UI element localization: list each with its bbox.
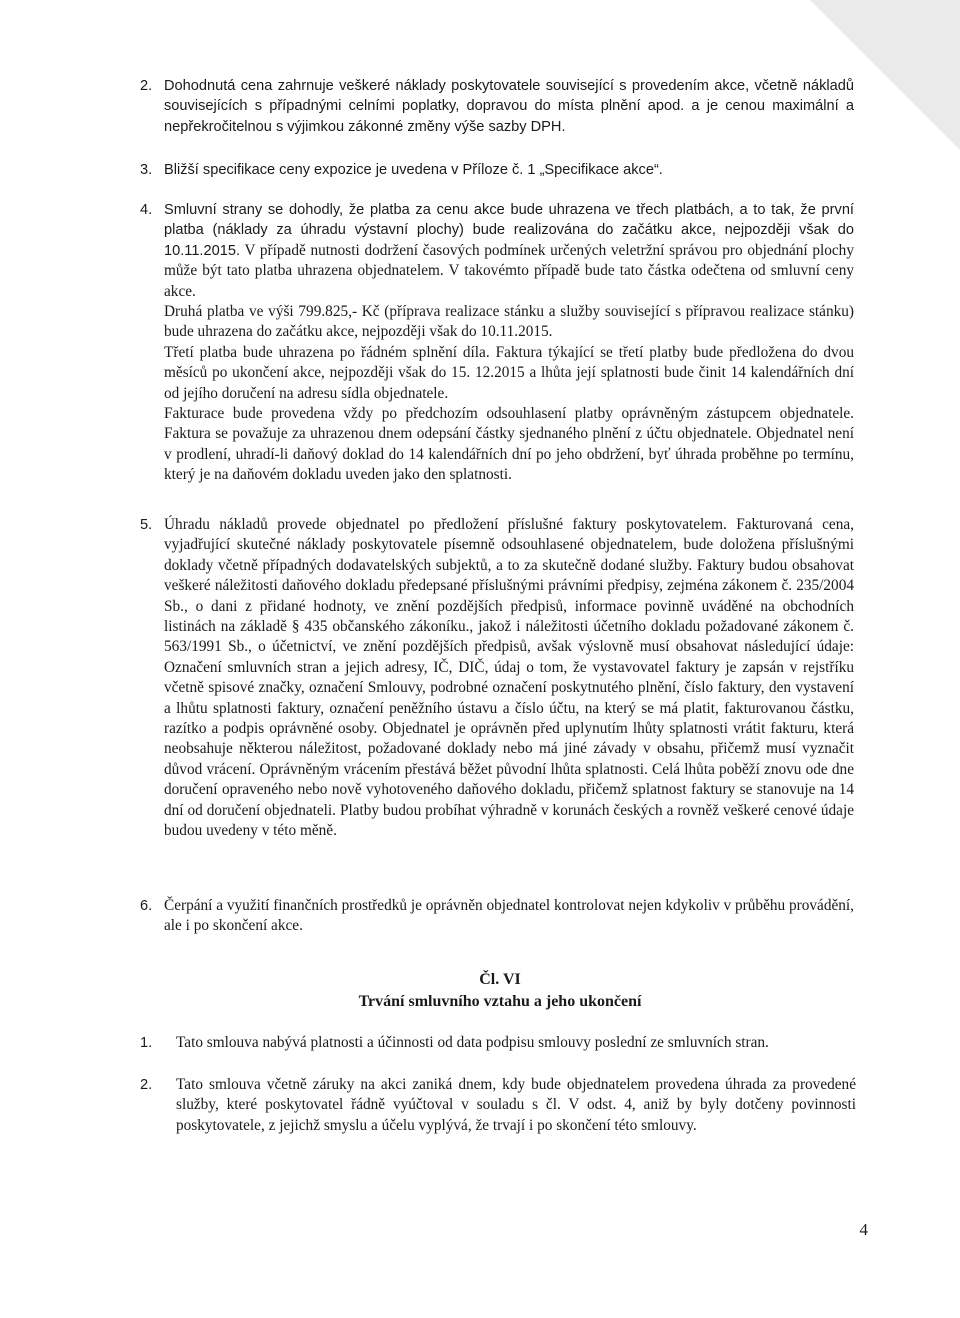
paragraph: Třetí platba bude uhrazena po řádném splnění díla. Faktura týkající se třetí platby bude předložena do dvou měsíců po ukončení akce, nejpozději však do 15. 12.2015 a lhůta její splatnosti bude činit 14 kalendářních dní od jejího doručení na adresu sídla objednatele. [164,343,854,402]
clause-text: Tato smlouva nabývá platnosti a účinnosti od data podpisu smlouvy poslední ze smluvních stran. [176,1034,769,1051]
page-number: 4 [859,1220,868,1239]
clause-3 [140,160,854,180]
clause-number: 1. [140,1035,153,1051]
clause-number: 4. [140,202,153,218]
section-clause-2 [140,1075,856,1136]
clause-text [164,200,854,486]
clause-number: 5. [140,517,153,533]
paragraph: Smluvní strany se dohodly, že platba za cenu akce bude uhrazena ve třech platbách, a to tak, že první platba (náklady za úhradu výstavní plochy) bude realizována do začátku akce, nejpozději však do 10.11.2015. [164,202,854,259]
clause-number: 2. [140,78,153,94]
clause-text: Dohodnutá cena zahrnuje veškeré náklady poskytovatele související s provedením akce, včetně nákladů souvisejících s případnými celními poplatky, dopravou do místa plnění apod. a je cenou maximální a nepřekročitelnou s výjimkou zákonné změny výše sazby DPH. [164,78,854,135]
section-clause-1 [140,1033,856,1053]
clause-text: Čerpání a využití finančních prostředků je oprávněn objednatel kontrolovat nejen kdykoliv v průběhu provádění, ale i po skončení akce. [164,897,854,935]
clause-number: 2. [140,1077,153,1093]
clause-text: Úhradu nákladů provede objednatel po předložení příslušné faktury poskytovatelem. Fakturovaná cena, vyjadřující skutečné náklady poskytovatele písemně odsouhlasené objednatelem, bude doložena příslušnými doklady včetně případných dodavatelských subjektů, a to za skutečně dodané služby. Faktury budou obsahovat veškeré náležitosti daňového dokladu předepsané příslušnými právními předpisy, zejména zákonem č. 235/2004 Sb., o dani z přidané hodnoty, ve znění pozdějších předpisů, informace povinně uváděné na obchodních listinách na základě § 435 občanského zákoníku., jakož i náležitosti účetního dokladu požadované zákonem č. 563/1991 Sb., o účetnictví, ve znění pozdějších předpisů, avšak výslovně musí obsahovat následující údaje: Označení smluvních stran a jejich adresy, IČ, DIČ, údaj o tom, že vystavovatel faktury je zapsán v rejstříku včetně spisové značky, označení Smlouvy, podrobné označení poskytnutého plnění, číslo faktury, den vystavení a lhůtu splatnosti faktury, označení peněžního ústavu a číslo účtu, na který se má platit, fakturovanou částku, razítko a podpis oprávněné osoby. Objednatel je oprávněn před uplynutím lhůty splatnosti vrátit fakturu, která neobsahuje některou náležitost, požadované doklady nebo má jiné závady v obsahu, přičemž musí vyznačit důvod vrácení. Oprávněným vrácením přestává běžet původní lhůta splatnosti. Celá lhůta poběží znovu ode dne doručení opraveného nebo nově vyhotoveného daňového dokladu, přičemž splatnost faktury se stanovuje na 14 dní od doručení objednateli. Platby budou probíhat výhradně v korunách českých a rovněž veškeré cenové údaje budou uvedeny v této měně. [164,516,854,840]
clause-text: Bližší specifikace ceny expozice je uvedena v Příloze č. 1 „Specifikace akce“. [164,162,663,178]
clause-text: Tato smlouva včetně záruky na akci zaniká dnem, kdy bude objednatelem provedena úhrada za provedené služby, které poskytovatel řádně vyúčtoval v souladu s čl. V odst. 4, aniž by byly dotčeny povinnosti poskytovatele, z jejichž smyslu a účelu vyplývá, že trvají i po skončení této smlouvy. [176,1076,856,1134]
clause-4 [140,200,854,486]
section-subtitle: Trvání smluvního vztahu a jeho ukončení [358,993,642,1010]
clause-number: 3. [140,162,153,178]
clause-5 [140,515,854,842]
section-title: Čl. VI [479,971,521,988]
clause-6 [140,896,854,937]
paragraph: Druhá platba ve výši 799.825,- Kč (příprava realizace stánku a služby související s přípravou realizace stánku) bude uhrazena do začátku akce, nejpozději však do 10.11.2015. [164,303,854,341]
clause-2 [140,76,854,137]
paragraph: V případě nutnosti dodržení časových podmínek určených veletržní správou pro objednání plochy může být tato platba uhrazena objednatelem. V takovémto případě bude tato částka odečtena od smluvní ceny akce. [164,241,854,300]
paragraph: Fakturace bude provedena vždy po předchozím odsouhlasení platby oprávněným zástupcem objednatele. Faktura se považuje za uhrazenou dnem odepsání částky sjednaného plnění z účtu objednatele. Objednatel není v prodlení, uhradí-li daňový doklad do 14 kalendářních dní po jeho obdržení, byť úhrada proběhne po termínu, který je na daňovém dokladu uveden jako den splatnosti. [164,405,854,484]
clause-number: 6. [140,898,153,914]
